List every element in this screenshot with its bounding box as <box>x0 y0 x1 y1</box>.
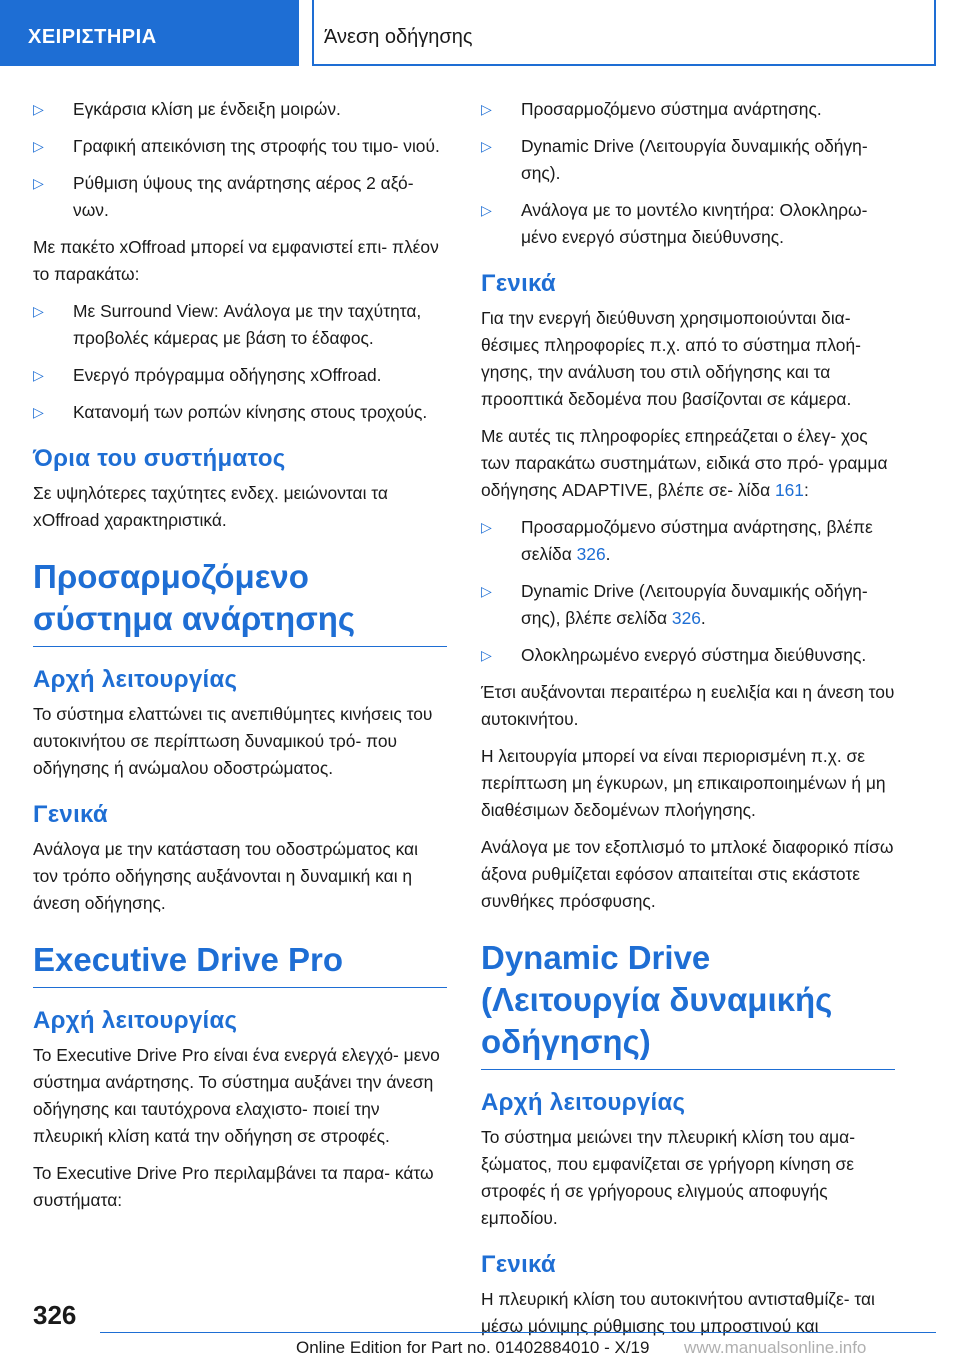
list-item: ▷ Ενεργό πρόγραμμα οδήγησης xOffroad. <box>33 362 447 389</box>
triangle-right-icon: ▷ <box>33 404 44 420</box>
watermark-site: www.manualsonline.info <box>684 1338 867 1357</box>
triangle-right-icon: ▷ <box>33 101 44 117</box>
subheading-principle: Αρχή λειτουργίας <box>481 1089 686 1116</box>
page-link[interactable]: 326 <box>576 544 606 564</box>
heading-dynamic-drive: Dynamic Drive (Λειτουργία δυναμικής οδήγησης) <box>481 937 895 1070</box>
left-column <box>33 96 447 1224</box>
list-item: ▷ Dynamic Drive (Λειτουργία δυναμικής οδήγη- σης), βλέπε σελίδα 326. <box>481 578 895 632</box>
paragraph: Το σύστημα ελαττώνει τις ανεπιθύμητες κινήσεις του αυτοκινήτου σε περίπτωση δυναμικού τρό- που οδήγησης ή ανώμαλου οδοστρώματος. <box>33 704 433 778</box>
heading-adaptive-suspension: Προσαρμοζόμενο σύστημα ανάρτησης <box>33 556 447 647</box>
triangle-right-icon: ▷ <box>33 138 44 154</box>
list-item: ▷ Ανάλογα με το μοντέλο κινητήρα: Ολοκληρω- μένο ενεργό σύστημα διεύθυνσης. <box>481 197 895 251</box>
list-item: ▷ Προσαρμοζόμενο σύστημα ανάρτησης. <box>481 96 895 123</box>
subheading-general: Γενικά <box>481 270 556 297</box>
page-link[interactable]: 326 <box>671 608 701 628</box>
triangle-right-icon: ▷ <box>481 202 492 218</box>
paragraph: Έτσι αυξάνονται περαιτέρω η ευελιξία και η άνεση του αυτοκινήτου. <box>481 682 895 729</box>
subheading-principle: Αρχή λειτουργίας <box>33 1007 238 1034</box>
triangle-right-icon: ▷ <box>33 303 44 319</box>
list-item: ▷ Προσαρμοζόμενο σύστημα ανάρτησης, βλέπε σελίδα 326. <box>481 514 895 568</box>
chapter-title: Άνεση οδήγησης <box>312 0 936 66</box>
heading-executive-drive-pro: Executive Drive Pro <box>33 939 447 988</box>
triangle-right-icon: ▷ <box>481 647 492 663</box>
paragraph: Το σύστημα μειώνει την πλευρική κλίση του αμα- ξώματος, που εμφανίζεται σε γρήγορη κίνηση σε στροφές ή σε γρήγορους ελιγμούς αποφυγής εμποδίου. <box>481 1127 856 1228</box>
triangle-right-icon: ▷ <box>481 101 492 117</box>
list-item: ▷ Κατανομή των ροπών κίνησης στους τροχούς. <box>33 399 447 426</box>
paragraph: Για την ενεργή διεύθυνση χρησιμοποιούνται δια- θέσιμες πληροφορίες π.χ. από το σύστημα πλοή- γησης, την ανάλυση του στιλ οδήγησης και τα προοπτικά δεδομένα που βασίζονται σε κάμερα. <box>481 308 861 409</box>
list-item: ▷ Με Surround View: Ανάλογα με την ταχύτητα, προβολές κάμερας με βάση το έδαφος. <box>33 298 447 352</box>
page-header <box>0 0 960 66</box>
footer-edition: Online Edition for Part no. 01402884010 - X/19 <box>296 1338 650 1357</box>
paragraph: Η λειτουργία μπορεί να είναι περιορισμένη π.χ. σε περίπτωση μη έγκυρων, μη επικαιροποιημένων ή μη διαθέσιμων δεδομένων πλοήγησης. <box>481 746 886 820</box>
list-item: ▷ Dynamic Drive (Λειτουργία δυναμικής οδήγη- σης). <box>481 133 895 187</box>
subheading-general: Γενικά <box>33 801 108 828</box>
footer-divider <box>100 1332 936 1333</box>
triangle-right-icon: ▷ <box>33 367 44 383</box>
paragraph: Το Executive Drive Pro περιλαμβάνει τα παρα- κάτω συστήματα: <box>33 1163 434 1210</box>
page-link[interactable]: 161 <box>774 480 804 500</box>
paragraph: Με αυτές τις πληροφορίες επηρεάζεται ο έλεγ- χος των παρακάτω συστημάτων, ειδικά στο πρό- γραμμα οδήγησης ADAPTIVE, βλέπε σε- λίδα 161: <box>481 426 888 500</box>
triangle-right-icon: ▷ <box>481 519 492 535</box>
list-item: ▷ Γραφική απεικόνιση της στροφής του τιμο- νιού. <box>33 133 447 160</box>
subheading-system-limits: Όρια του συστήματος <box>33 445 286 472</box>
paragraph: Με πακέτο xOffroad μπορεί να εμφανιστεί επι- πλέον το παρακάτω: <box>33 237 439 284</box>
paragraph: Σε υψηλότερες ταχύτητες ενδεχ. μειώνονται τα xOffroad χαρακτηριστικά. <box>33 483 388 530</box>
paragraph: Ανάλογα με τον εξοπλισμό το μπλοκέ διαφορικό πίσω άξονα ρυθμίζεται εφόσον απαιτείται στις εκάστοτε συνθήκες πρόσφυσης. <box>481 837 894 911</box>
section-tab: ΧΕΙΡΙΣΤΗΡΙΑ <box>0 0 299 66</box>
list-item: ▷ Εγκάρσια κλίση με ένδειξη μοιρών. <box>33 96 447 123</box>
paragraph: Ανάλογα με την κατάσταση του οδοστρώματος και τον τρόπο οδήγησης αυξάνονται η δυναμική και η άνεση οδήγησης. <box>33 839 418 913</box>
paragraph: Το Executive Drive Pro είναι ένα ενεργά ελεγχό- μενο σύστημα ανάρτησης. Το σύστημα αυξάνει την άνεση οδήγησης και ταυτόχρονα ελαχιστο- ποιεί την πλευρική κλίση κατά την οδήγηση σε στροφές. <box>33 1045 440 1146</box>
right-column <box>481 96 895 1350</box>
triangle-right-icon: ▷ <box>481 583 492 599</box>
subheading-general: Γενικά <box>481 1251 556 1278</box>
triangle-right-icon: ▷ <box>33 175 44 191</box>
page-number: 326 <box>33 1300 77 1330</box>
list-item: ▷ Ρύθμιση ύψους της ανάρτησης αέρος 2 αξό- νων. <box>33 170 447 224</box>
list-item: ▷ Ολοκληρωμένο ενεργό σύστημα διεύθυνσης. <box>481 642 895 669</box>
paragraph: Η πλευρική κλίση του αυτοκινήτου αντισταθμίζε- ται μέσω μόνιμης ρύθμισης του μπροστινού και <box>481 1289 875 1336</box>
triangle-right-icon: ▷ <box>481 138 492 154</box>
subheading-principle: Αρχή λειτουργίας <box>33 666 238 693</box>
